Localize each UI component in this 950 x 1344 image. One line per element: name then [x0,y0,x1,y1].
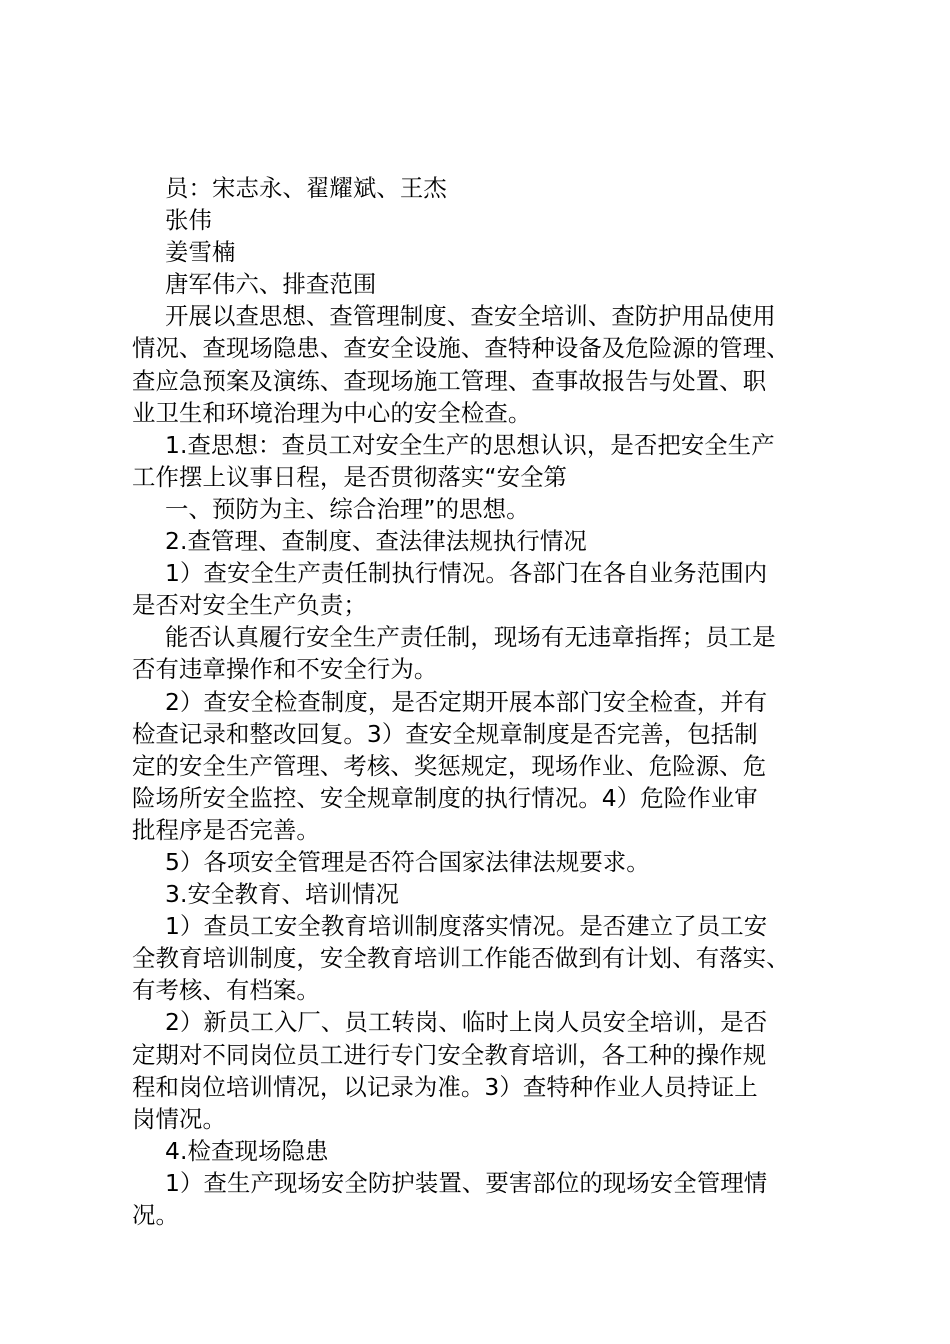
text-line: 一、预防为主、综合治理”的思想。 [165,494,530,523]
text-line: 全教育培训制度，安全教育培训工作能否做到有计划、有落实、 [132,944,790,973]
text-line: 查应急预案及演练、查现场施工管理、查事故报告与处置、职 [132,366,767,395]
text-line: 否有违章操作和不安全行为。 [132,655,438,684]
text-line: 1.查思想：查员工对安全生产的思想认识，是否把安全生产 [165,430,775,459]
text-line: 1）查生产现场安全防护装置、要害部位的现场安全管理情 [165,1168,768,1197]
text-line: 5）各项安全管理是否符合国家法律法规要求。 [165,847,650,876]
text-line: 姜雪楠 [165,238,236,267]
text-line: 张伟 [165,206,212,235]
text-line: 1）查员工安全教育培训制度落实情况。是否建立了员工安 [165,912,768,941]
document-body [132,172,832,1231]
text-line: 业卫生和环境治理为中心的安全检查。 [132,398,532,427]
text-line: 2）新员工入厂、员工转岗、临时上岗人员安全培训，是否 [165,1008,768,1037]
text-line: 况。 [132,1201,179,1229]
text-line: 工作摆上议事日程，是否贯彻落实“安全第 [132,462,568,491]
text-line: 唐军伟六、排查范围 [165,270,377,299]
text-line: 2）查安全检查制度，是否定期开展本部门安全检查，并有 [165,687,768,716]
text-line: 险场所安全监控、安全规章制度的执行情况。4）危险作业审 [132,783,758,812]
text-line: 检查记录和整改回复。3）查安全规章制度是否完善，包括制 [132,719,758,748]
text-line: 有考核、有档案。 [132,976,320,1005]
text-line: 定的安全生产管理、考核、奖惩规定，现场作业、危险源、危 [132,751,767,780]
text-line: 3.安全教育、培训情况 [165,880,399,909]
text-line: 批程序是否完善。 [132,815,320,844]
text-line: 程和岗位培训情况，以记录为准。3）查特种作业人员持证上 [132,1072,758,1101]
text-line: 能否认真履行安全生产责任制，现场有无违章指挥；员工是 [165,623,776,652]
text-line: 1）查安全生产责任制执行情况。各部门在各自业务范围内 [165,559,768,588]
text-line: 员：宋志永、翟耀斌、王杰 [165,174,447,202]
text-line: 开展以查思想、查管理制度、查安全培训、查防护用品使用 [165,302,776,331]
text-line: 情况、查现场隐患、查安全设施、查特种设备及危险源的管理、 [132,334,790,363]
text-line: 定期对不同岗位员工进行专门安全教育培训，各工种的操作规 [132,1040,767,1069]
text-line: 岗情况。 [132,1104,226,1133]
text-line: 是否对安全生产负责； [132,591,367,620]
text-line: 4.检查现场隐患 [165,1136,329,1165]
text-line: 2.查管理、查制度、查法律法规执行情况 [165,527,587,556]
